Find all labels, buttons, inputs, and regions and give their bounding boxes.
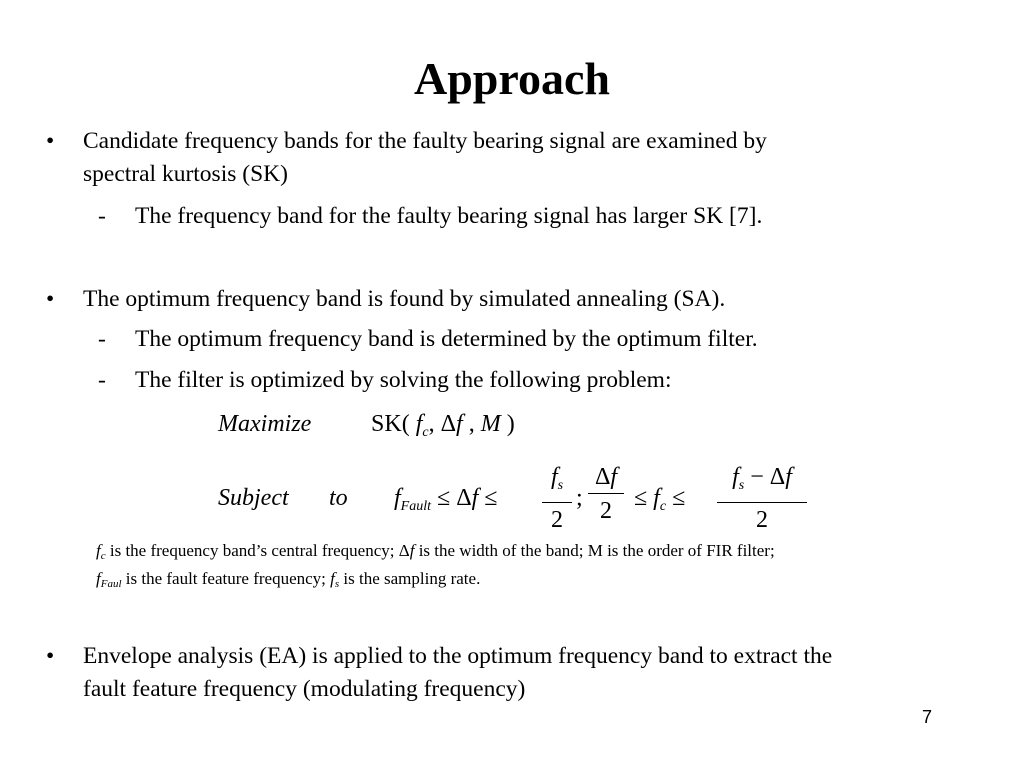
fraction-numerator [588,462,624,492]
fraction-denominator: 2 [551,507,563,533]
constraint-ffault-sub: Fault [400,499,432,514]
sub-text: The filter is optimized by solving the following problem: [135,367,672,393]
frac-df: f [785,464,792,490]
frac-delta: Δ [594,464,611,490]
bullet-text-line: Candidate frequency bands for the faulty bearing signal are examined by [83,128,767,154]
constraint-ffault: f [394,485,401,511]
page-number: 7 [922,707,933,727]
fraction-fs-over-2 [542,462,572,535]
constraint-le: ≤ [437,485,451,511]
note-delta: Δ [398,541,410,560]
fraction-denominator: 2 [756,507,768,533]
frac-fs: f [550,464,558,490]
note-fc: f [96,541,101,560]
note-ffault: f [96,569,101,588]
bullet-text-line: Envelope analysis (EA) is applied to the optimum frequency band to extract the [83,643,833,669]
note-fs: f [330,569,335,588]
note-df-desc: is the width of the band; M is the order of FIR filter; [414,541,775,560]
note-fs-desc: is the sampling rate. [339,569,481,588]
objective-sep: , [428,411,435,437]
fraction-bar [542,502,572,503]
semicolon: ; [576,485,583,511]
objective-open-paren: ( [401,411,410,437]
bullet-text: The optimum frequency band is found by simulated annealing (SA). [83,286,726,312]
fraction-denominator: 2 [600,498,612,524]
note-ffault-desc: is the fault feature frequency; [121,569,331,588]
sub-marker: - [98,203,106,229]
sub-text: The frequency band for the faulty bearing signal has larger SK [7]. [135,203,763,229]
constraint-fc-sub: c [659,499,667,514]
note-ffault-sub: Faul [100,578,122,590]
frac-delta: Δ [769,464,786,490]
constraint-semicolon [576,485,583,512]
fraction-numerator [542,462,572,501]
note-fc-desc: is the frequency band’s central frequency; [105,541,399,560]
sub-marker: - [98,326,106,352]
bullet-text-line: spectral kurtosis (SK) [83,161,288,187]
note-df: f [409,541,415,560]
sub-marker: - [98,367,106,393]
bullet-text [83,640,983,706]
note-fc-sub: c [100,550,106,562]
fraction-bar [717,502,807,503]
fraction-numerator [717,462,807,501]
slide-title: Approach [414,53,610,104]
formula-subject-label: Subject [218,485,289,511]
formula-objective [371,411,515,441]
objective-df: f [456,411,463,437]
frac-fs: f [732,464,739,490]
constraint-left [394,485,497,515]
constraint-le: ≤ [672,485,686,511]
bullet-marker: • [46,643,55,669]
objective-m: M [480,411,501,437]
formula-note-line-2 [96,565,480,598]
note-fs-sub: s [334,578,340,590]
fraction-fs-minus-df-over-2 [717,462,807,535]
fraction-df-over-2 [588,462,624,526]
constraint-delta: Δ [456,485,472,511]
frac-minus: − [750,464,764,490]
sub-text: The optimum frequency band is determined by the optimum filter. [135,326,758,352]
objective-fc: f [415,411,423,437]
constraint-fc: f [653,485,660,511]
constraint-le: ≤ [484,485,498,511]
bullet-text [83,125,983,191]
objective-delta: Δ [440,411,457,437]
bullet-text-line: fault feature frequency (modulating frequency) [83,676,526,702]
constraint-df: f [471,485,479,511]
constraint-le: ≤ [634,485,648,511]
formula-to-label: to [329,485,348,511]
frac-fs-sub: s [738,478,745,493]
objective-fc-sub: c [422,425,429,440]
objective-close-paren: ) [506,411,515,437]
objective-sep: , [468,411,475,437]
frac-df: f [610,464,618,490]
constraint-middle [634,485,685,515]
objective-func: SK [371,411,402,437]
bullet-marker: • [46,286,55,312]
fraction-bar [588,493,624,494]
bullet-marker: • [46,128,55,154]
formula-maximize-label: Maximize [218,411,312,437]
frac-fs-sub: s [557,478,564,493]
